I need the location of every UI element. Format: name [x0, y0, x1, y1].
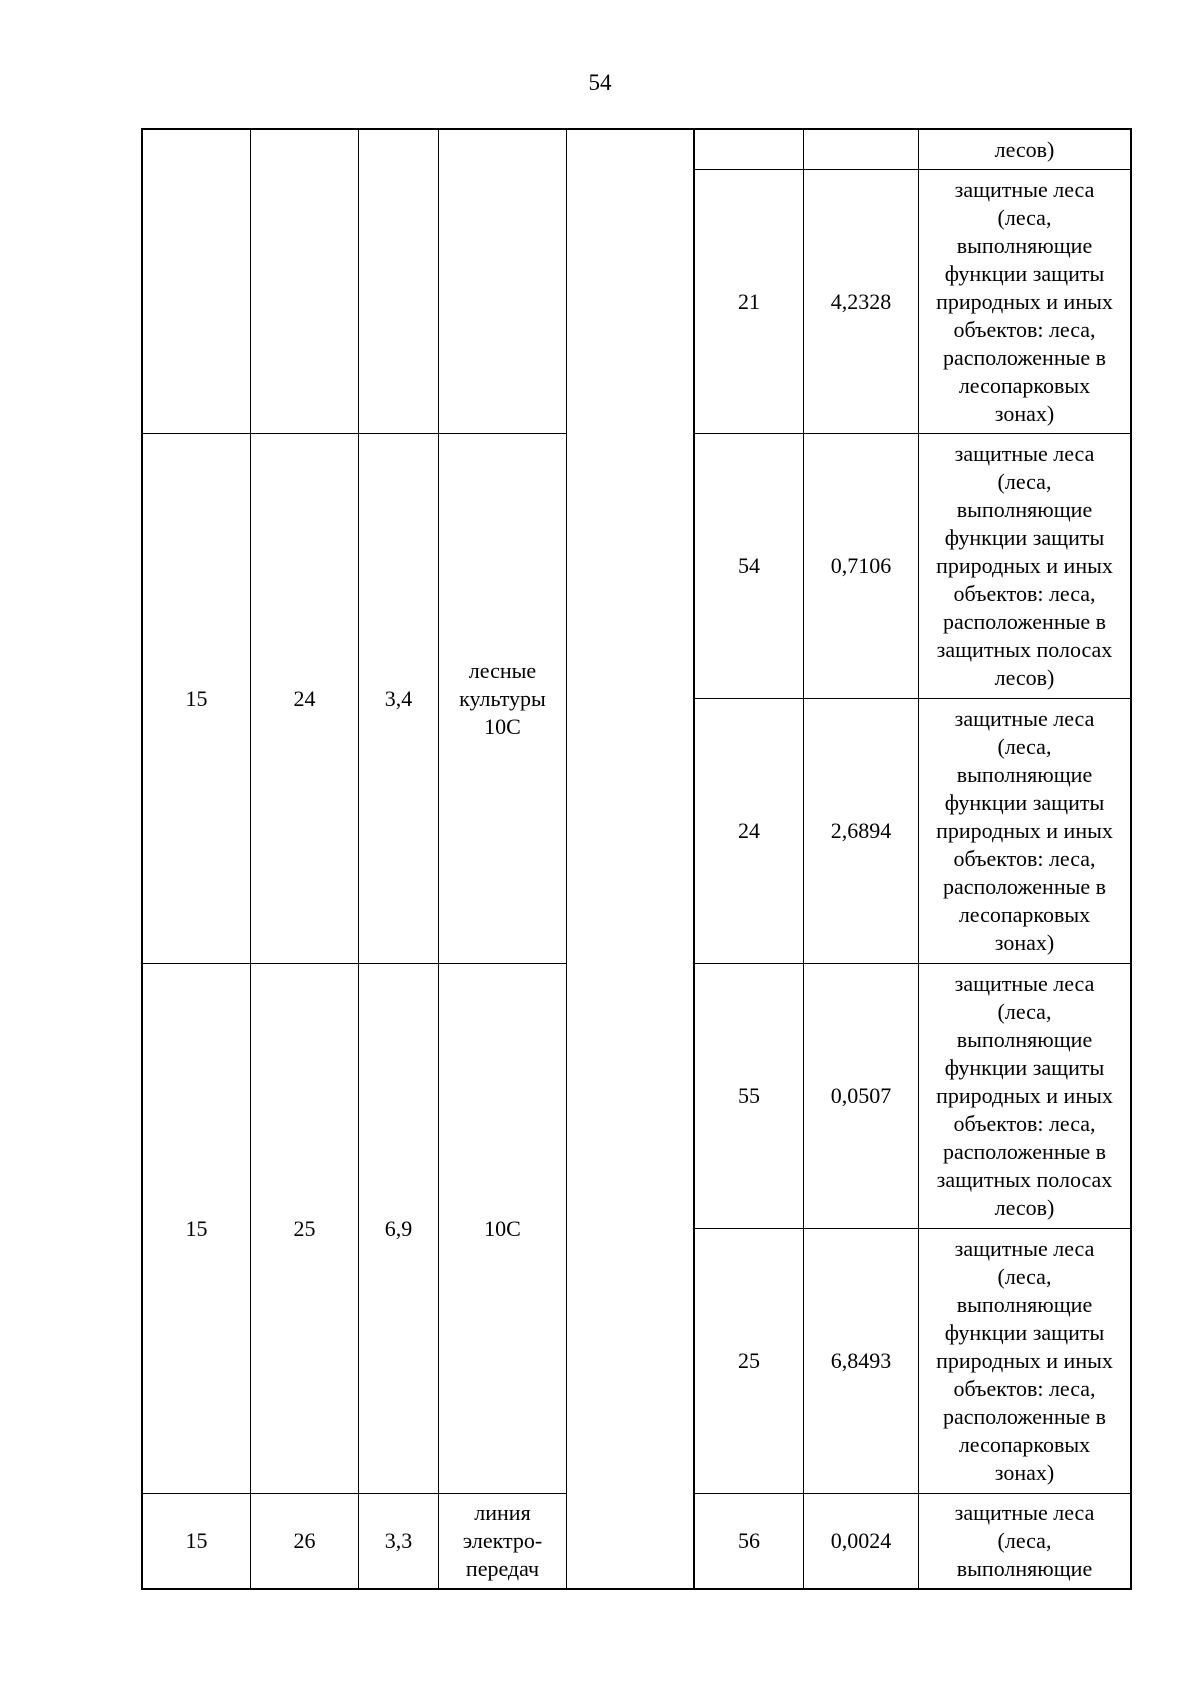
left-row-2-col1: 15 [141, 963, 251, 1494]
left-empty-column [566, 128, 694, 1590]
left-row-3-col2: 26 [250, 1493, 359, 1590]
right-row-4-desc: защитные леса (леса, выполняющие функции защиты природных и иных объектов: леса, расположенные в защитных полосах лесов) [918, 963, 1132, 1229]
right-row-5-desc: защитные леса (леса, выполняющие функции защиты природных и иных объектов: леса, расположенные в лесопарковых зонах) [918, 1228, 1132, 1494]
right-row-2-desc: защитные леса (леса, выполняющие функции защиты природных и иных объектов: леса, расположенные в защитных полосах лесов) [918, 433, 1132, 699]
right-row-1-desc: защитные леса (леса, выполняющие функции защиты природных и иных объектов: леса, расположенные в лесопарковых зонах) [918, 169, 1132, 434]
left-row-1-col4: лесные культуры 10С [438, 433, 567, 964]
right-row-6-desc: защитные леса (леса, выполняющие [918, 1493, 1132, 1590]
left-row-3-col3: 3,3 [358, 1493, 439, 1590]
right-row-3-num: 24 [693, 698, 804, 964]
right-row-6-num: 56 [693, 1493, 804, 1590]
right-row-0-num [693, 128, 804, 170]
right-row-1-area: 4,2328 [803, 169, 919, 434]
left-row-2-col2: 25 [250, 963, 359, 1494]
left-row-0-col4 [438, 128, 567, 434]
right-row-6-area: 0,0024 [803, 1493, 919, 1590]
left-row-0-col3 [358, 128, 439, 434]
right-row-3-desc: защитные леса (леса, выполняющие функции защиты природных и иных объектов: леса, расположенные в лесопарковых зонах) [918, 698, 1132, 964]
right-row-0-area [803, 128, 919, 170]
page-number: 54 [588, 70, 612, 95]
left-row-2-col4: 10С [438, 963, 567, 1494]
left-row-2-col3: 6,9 [358, 963, 439, 1494]
left-row-0-col2 [250, 128, 359, 434]
right-row-3-area: 2,6894 [803, 698, 919, 964]
left-row-1-col2: 24 [250, 433, 359, 964]
left-row-0-col1 [141, 128, 251, 434]
left-row-1-col3: 3,4 [358, 433, 439, 964]
right-row-4-num: 55 [693, 963, 804, 1229]
right-row-1-num: 21 [693, 169, 804, 434]
left-row-3-col1: 15 [141, 1493, 251, 1590]
left-row-1-col1: 15 [141, 433, 251, 964]
right-row-5-num: 25 [693, 1228, 804, 1494]
right-row-2-area: 0,7106 [803, 433, 919, 699]
left-row-3-col4: линия электро- передач [438, 1493, 567, 1590]
right-row-0-desc: лесов) [918, 128, 1132, 170]
right-row-4-area: 0,0507 [803, 963, 919, 1229]
right-row-5-area: 6,8493 [803, 1228, 919, 1494]
right-row-2-num: 54 [693, 433, 804, 699]
